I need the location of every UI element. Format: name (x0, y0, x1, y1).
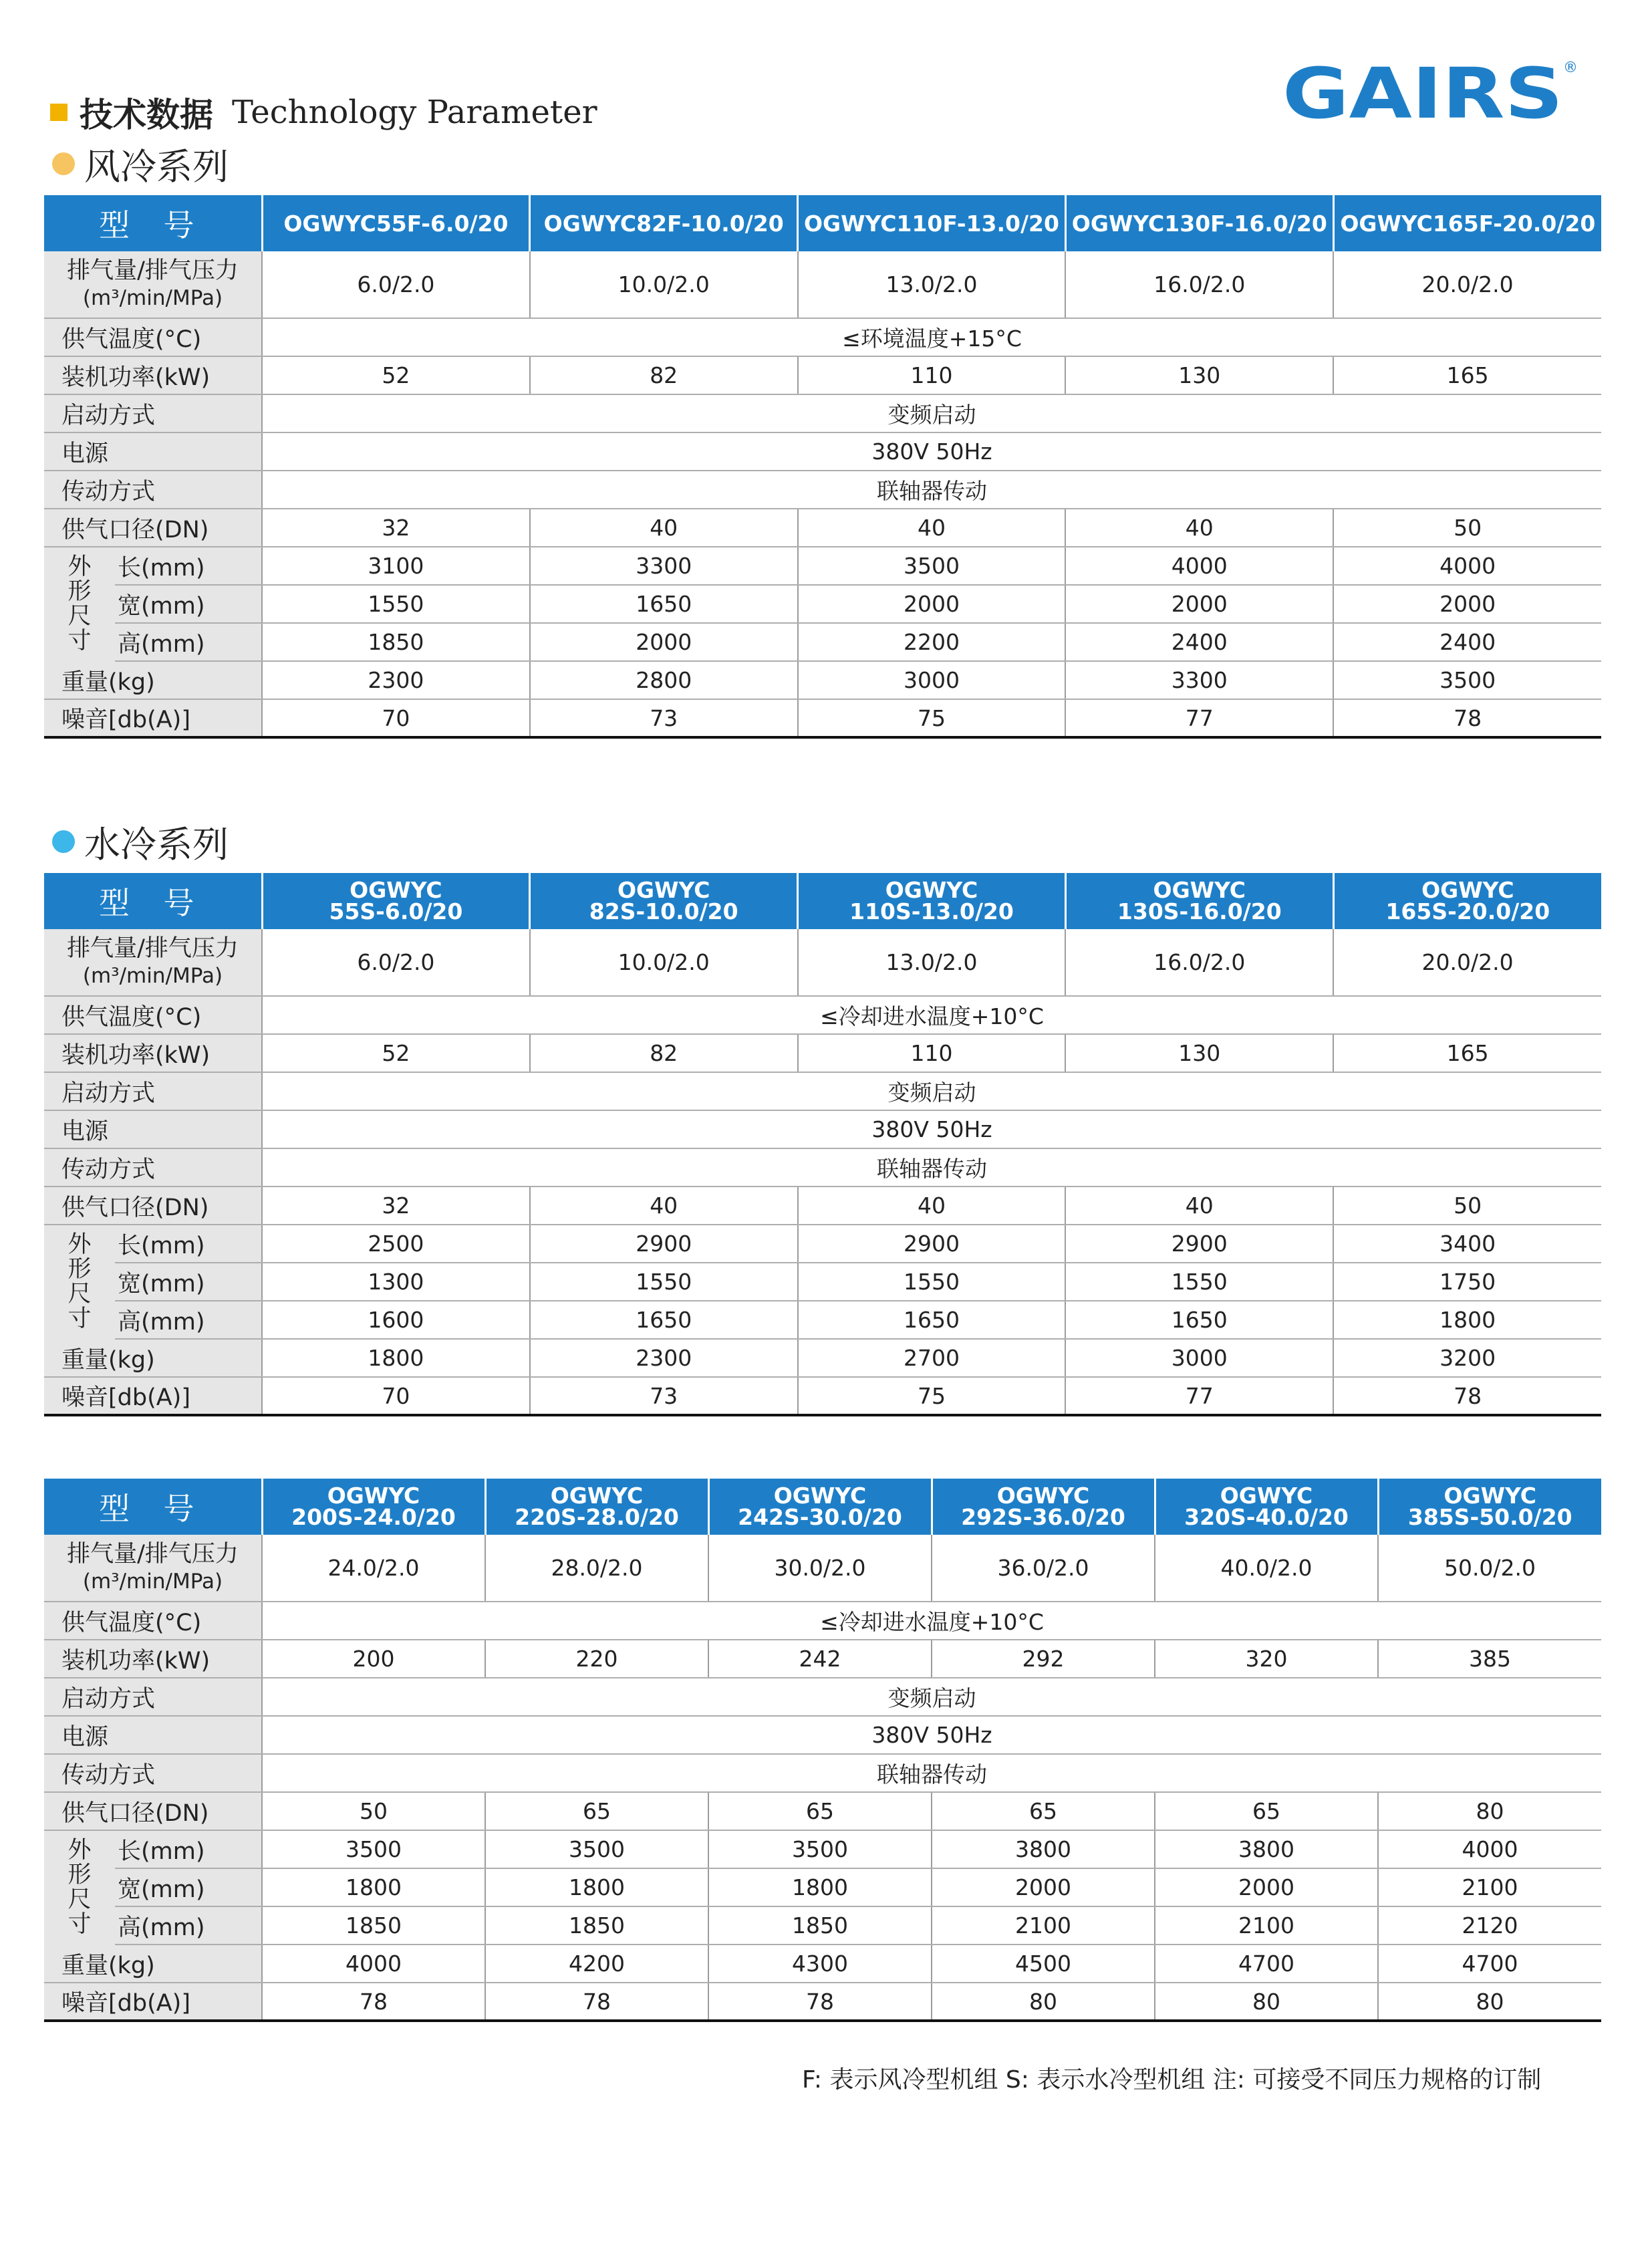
supply-label: 电源 (44, 1110, 262, 1148)
model-name: OGWYC 82S-10.0/20 (530, 873, 798, 929)
table-row (44, 1868, 1601, 1906)
start-label: 启动方式 (44, 1072, 262, 1110)
model-name: OGWYC110F-13.0/20 (798, 195, 1066, 251)
table-cell: 2000 (932, 1868, 1155, 1906)
table-row (44, 471, 1601, 509)
table-cell: 4300 (708, 1945, 932, 1983)
table-cell: 2100 (1155, 1906, 1378, 1945)
header-title-cn: 技术数据 (80, 96, 213, 134)
table-cell: 2400 (1333, 623, 1601, 661)
table-cell: 3500 (262, 1830, 485, 1868)
table-cell: 1300 (262, 1263, 530, 1301)
temp-label: 供气温度(°C) (44, 1602, 262, 1640)
water-cooled-series-title: 水冷系列 (52, 816, 229, 867)
table-cell: 73 (530, 699, 798, 737)
table-cell: 1550 (530, 1263, 798, 1301)
page-header (50, 86, 597, 139)
table-cell: 40 (1065, 509, 1333, 547)
table-cell: 380V 50Hz (262, 432, 1601, 471)
table-cell: 1800 (262, 1339, 530, 1377)
power-label: 装机功率(kW) (44, 1034, 262, 1072)
table-cell: 40 (530, 509, 798, 547)
blue-dot-icon (52, 830, 75, 853)
table-cell: 1650 (530, 1301, 798, 1339)
table-cell: 82 (530, 356, 798, 394)
port-label: 供气口径(DN) (44, 1186, 262, 1225)
table-row (44, 1225, 1601, 1263)
drive-label: 传动方式 (44, 1148, 262, 1186)
table-cell: 242 (708, 1640, 932, 1678)
table-row (44, 547, 1601, 585)
table-cell: 32 (262, 1186, 530, 1225)
table-cell: 3000 (798, 661, 1066, 699)
table-cell: 3500 (708, 1830, 932, 1868)
drive-label: 传动方式 (44, 471, 262, 509)
table-cell: 30.0/2.0 (708, 1535, 932, 1602)
table-cell: 2000 (798, 585, 1066, 623)
table-row (44, 356, 1601, 394)
port-label: 供气口径(DN) (44, 509, 262, 547)
power-label: 装机功率(kW) (44, 1640, 262, 1678)
table-cell: 变频启动 (262, 1072, 1601, 1110)
table-cell: 320 (1155, 1640, 1378, 1678)
table-cell: 70 (262, 699, 530, 737)
model-name: OGWYC 130S-16.0/20 (1065, 873, 1333, 929)
table-row (44, 1377, 1601, 1415)
table-row (44, 1792, 1601, 1830)
supply-label: 电源 (44, 1716, 262, 1754)
table-cell: 3400 (1333, 1225, 1601, 1263)
table-cell: 75 (798, 699, 1066, 737)
table-cell: 82 (530, 1034, 798, 1072)
table-cell: 10.0/2.0 (530, 929, 798, 996)
table-cell: 16.0/2.0 (1065, 251, 1333, 318)
table-cell: 73 (530, 1377, 798, 1415)
table-cell: 40 (798, 1186, 1066, 1225)
table-cell: 40 (798, 509, 1066, 547)
table-cell: 1800 (708, 1868, 932, 1906)
table-cell: 80 (1378, 1792, 1601, 1830)
flow-pressure-label: 排气量/排气压力 (m³/min/MPa) (44, 1535, 262, 1602)
table-cell: 50 (1333, 509, 1601, 547)
table-header-row (44, 195, 1601, 251)
table-cell: 165 (1333, 1034, 1601, 1072)
table-row (44, 661, 1601, 699)
table-cell: 380V 50Hz (262, 1716, 1601, 1754)
length-label: 长(mm) (115, 547, 262, 585)
table-cell: 3500 (1333, 661, 1601, 699)
table-cell: 10.0/2.0 (530, 251, 798, 318)
table-cell: 78 (485, 1983, 708, 2021)
table-cell: 130 (1065, 1034, 1333, 1072)
table-cell: 3500 (485, 1830, 708, 1868)
table-cell: 1850 (708, 1906, 932, 1945)
table-cell: 3300 (530, 547, 798, 585)
table-cell: 40.0/2.0 (1155, 1535, 1378, 1602)
table-row (44, 394, 1601, 432)
table-cell: 2120 (1378, 1906, 1601, 1945)
table-row (44, 1983, 1601, 2021)
svg-text:®: ® (1563, 59, 1578, 76)
table-row (44, 1640, 1601, 1678)
table-row (44, 1716, 1601, 1754)
table-row (44, 318, 1601, 356)
table-cell: 联轴器传动 (262, 471, 1601, 509)
start-label: 启动方式 (44, 1678, 262, 1716)
table-cell: 1850 (485, 1906, 708, 1945)
table-cell: 75 (798, 1377, 1066, 1415)
power-label: 装机功率(kW) (44, 356, 262, 394)
table-cell: 78 (1333, 1377, 1601, 1415)
table-cell: 4700 (1378, 1945, 1601, 1983)
table-cell: 80 (1378, 1983, 1601, 2021)
table-cell: 3100 (262, 547, 530, 585)
footnote: F: 表示风冷型机组 S: 表示水冷型机组 注: 可接受不同压力规格的订制 (802, 2066, 1542, 2094)
table-cell: 1650 (1065, 1301, 1333, 1339)
table-cell: 联轴器传动 (262, 1148, 1601, 1186)
model-name: OGWYC 165S-20.0/20 (1333, 873, 1601, 929)
model-label: 型 号 (44, 873, 262, 929)
table-cell: 2000 (1155, 1868, 1378, 1906)
table-cell: 1850 (262, 1906, 485, 1945)
table-cell: 4000 (1333, 547, 1601, 585)
table-cell: 2400 (1065, 623, 1333, 661)
table-header-row (44, 1479, 1601, 1535)
table-row (44, 1830, 1601, 1868)
model-name: OGWYC 55S-6.0/20 (262, 873, 530, 929)
table-cell: 变频启动 (262, 1678, 1601, 1716)
height-label: 高(mm) (115, 1906, 262, 1945)
table-cell: 4000 (1378, 1830, 1601, 1868)
table-cell: 77 (1065, 699, 1333, 737)
table-cell: 1800 (485, 1868, 708, 1906)
table-cell: 28.0/2.0 (485, 1535, 708, 1602)
table-cell: 78 (708, 1983, 932, 2021)
table-cell: 2300 (530, 1339, 798, 1377)
table-cell: 77 (1065, 1377, 1333, 1415)
model-name: OGWYC 110S-13.0/20 (798, 873, 1066, 929)
table-cell: 50 (262, 1792, 485, 1830)
model-label: 型 号 (44, 195, 262, 251)
table-cell: 2100 (1378, 1868, 1601, 1906)
table-row (44, 1034, 1601, 1072)
dimensions-label: 外 形 尺 寸 (44, 1830, 115, 1945)
table-cell: 80 (932, 1983, 1155, 2021)
table-cell: 80 (1155, 1983, 1378, 2021)
water-cooled-large-spec-table (44, 1479, 1601, 2022)
table-cell: 联轴器传动 (262, 1754, 1601, 1792)
table-cell: 385 (1378, 1640, 1601, 1678)
table-cell: 110 (798, 356, 1066, 394)
table-cell: 110 (798, 1034, 1066, 1072)
table-cell: 6.0/2.0 (262, 251, 530, 318)
flow-pressure-label: 排气量/排气压力 (m³/min/MPa) (44, 929, 262, 996)
table-cell: 2900 (1065, 1225, 1333, 1263)
table-cell: 200 (262, 1640, 485, 1678)
supply-label: 电源 (44, 432, 262, 471)
table-cell: 78 (262, 1983, 485, 2021)
table-cell: 24.0/2.0 (262, 1535, 485, 1602)
table-cell: 40 (1065, 1186, 1333, 1225)
model-name: OGWYC 242S-30.0/20 (708, 1479, 932, 1535)
model-name: OGWYC130F-16.0/20 (1065, 195, 1333, 251)
model-name: OGWYC 320S-40.0/20 (1155, 1479, 1378, 1535)
dimensions-label: 外 形 尺 寸 (44, 1225, 115, 1339)
table-cell: 3200 (1333, 1339, 1601, 1377)
table-cell: 4200 (485, 1945, 708, 1983)
table-cell: 2000 (1333, 585, 1601, 623)
table-cell: 65 (1155, 1792, 1378, 1830)
table-cell: 1800 (1333, 1301, 1601, 1339)
table-cell: 2100 (932, 1906, 1155, 1945)
table-cell: 2800 (530, 661, 798, 699)
table-cell: 1800 (262, 1868, 485, 1906)
temp-label: 供气温度(°C) (44, 318, 262, 356)
water-cooled-spec-table (44, 873, 1601, 1416)
model-name: OGWYC165F-20.0/20 (1333, 195, 1601, 251)
table-cell: 380V 50Hz (262, 1110, 1601, 1148)
table-cell: 70 (262, 1377, 530, 1415)
table-row (44, 699, 1601, 737)
table-cell: ≤环境温度+15°C (262, 318, 1601, 356)
table-row (44, 1186, 1601, 1225)
table-row (44, 1678, 1601, 1716)
table-cell: 3300 (1065, 661, 1333, 699)
table-cell: 2000 (1065, 585, 1333, 623)
noise-label: 噪音[db(A)] (44, 1377, 262, 1415)
start-label: 启动方式 (44, 394, 262, 432)
table-cell: 1750 (1333, 1263, 1601, 1301)
table-cell: 1850 (262, 623, 530, 661)
drive-label: 传动方式 (44, 1754, 262, 1792)
table-cell: 52 (262, 1034, 530, 1072)
table-cell: 16.0/2.0 (1065, 929, 1333, 996)
table-cell: 3000 (1065, 1339, 1333, 1377)
svg-text:GAIRS: GAIRS (1282, 53, 1563, 134)
table-row (44, 1945, 1601, 1983)
table-row (44, 1110, 1601, 1148)
table-cell: 20.0/2.0 (1333, 929, 1601, 996)
yellow-square-icon (50, 104, 67, 121)
weight-label: 重量(kg) (44, 1339, 262, 1377)
table-cell: 2900 (530, 1225, 798, 1263)
table-cell: 2000 (530, 623, 798, 661)
table-cell: 130 (1065, 356, 1333, 394)
table-row (44, 996, 1601, 1034)
table-cell: 4000 (1065, 547, 1333, 585)
table-cell: 4700 (1155, 1945, 1378, 1983)
table-cell: 65 (708, 1792, 932, 1830)
table-cell: 3800 (1155, 1830, 1378, 1868)
width-label: 宽(mm) (115, 1263, 262, 1301)
table-cell: 变频启动 (262, 394, 1601, 432)
header-title-en: Technology Parameter (232, 94, 597, 131)
model-name: OGWYC 200S-24.0/20 (262, 1479, 485, 1535)
noise-label: 噪音[db(A)] (44, 699, 262, 737)
table-cell: 13.0/2.0 (798, 251, 1066, 318)
table-cell: 2900 (798, 1225, 1066, 1263)
table-cell: 52 (262, 356, 530, 394)
table-cell: 13.0/2.0 (798, 929, 1066, 996)
weight-label: 重量(kg) (44, 661, 262, 699)
table-cell: 2500 (262, 1225, 530, 1263)
air-cooled-series-title: 风冷系列 (52, 138, 229, 189)
air-cooled-spec-table (44, 195, 1601, 739)
orange-dot-icon (52, 152, 75, 175)
table-cell: 1600 (262, 1301, 530, 1339)
model-name: OGWYC55F-6.0/20 (262, 195, 530, 251)
dimensions-label: 外 形 尺 寸 (44, 547, 115, 661)
table-row (44, 1602, 1601, 1640)
width-label: 宽(mm) (115, 585, 262, 623)
table-row (44, 585, 1601, 623)
table-cell: ≤冷却进水温度+10°C (262, 1602, 1601, 1640)
table-row (44, 432, 1601, 471)
table-row (44, 1072, 1601, 1110)
table-cell: 2700 (798, 1339, 1066, 1377)
height-label: 高(mm) (115, 623, 262, 661)
length-label: 长(mm) (115, 1225, 262, 1263)
width-label: 宽(mm) (115, 1868, 262, 1906)
table-cell: 220 (485, 1640, 708, 1678)
table-cell: 1650 (530, 585, 798, 623)
table-cell: 65 (485, 1792, 708, 1830)
table-row (44, 623, 1601, 661)
noise-label: 噪音[db(A)] (44, 1983, 262, 2021)
table-cell: 292 (932, 1640, 1155, 1678)
length-label: 长(mm) (115, 1830, 262, 1868)
table-row (44, 1906, 1601, 1945)
table-cell: 32 (262, 509, 530, 547)
model-name: OGWYC82F-10.0/20 (530, 195, 798, 251)
table-cell: 3500 (798, 547, 1066, 585)
table-cell: 36.0/2.0 (932, 1535, 1155, 1602)
table-cell: 4000 (262, 1945, 485, 1983)
model-label: 型 号 (44, 1479, 262, 1535)
model-name: OGWYC 292S-36.0/20 (932, 1479, 1155, 1535)
model-name: OGWYC 385S-50.0/20 (1378, 1479, 1601, 1535)
table-cell: 3800 (932, 1830, 1155, 1868)
table-header-row (44, 873, 1601, 929)
table-cell: 40 (530, 1186, 798, 1225)
table-cell: 1550 (1065, 1263, 1333, 1301)
temp-label: 供气温度(°C) (44, 996, 262, 1034)
table-cell: 1650 (798, 1301, 1066, 1339)
table-cell: 6.0/2.0 (262, 929, 530, 996)
table-row (44, 1535, 1601, 1602)
table-cell: 1550 (262, 585, 530, 623)
height-label: 高(mm) (115, 1301, 262, 1339)
table-cell: 50.0/2.0 (1378, 1535, 1601, 1602)
table-cell: ≤冷却进水温度+10°C (262, 996, 1601, 1034)
port-label: 供气口径(DN) (44, 1792, 262, 1830)
table-cell: 1550 (798, 1263, 1066, 1301)
table-row (44, 1339, 1601, 1377)
table-cell: 165 (1333, 356, 1601, 394)
table-cell: 50 (1333, 1186, 1601, 1225)
weight-label: 重量(kg) (44, 1945, 262, 1983)
table-row (44, 1301, 1601, 1339)
table-row (44, 1148, 1601, 1186)
table-row (44, 509, 1601, 547)
table-cell: 20.0/2.0 (1333, 251, 1601, 318)
gairs-logo (1280, 53, 1578, 134)
table-cell: 78 (1333, 699, 1601, 737)
table-row (44, 251, 1601, 318)
flow-pressure-label: 排气量/排气压力 (m³/min/MPa) (44, 251, 262, 318)
table-cell: 2200 (798, 623, 1066, 661)
table-cell: 65 (932, 1792, 1155, 1830)
model-name: OGWYC 220S-28.0/20 (485, 1479, 708, 1535)
table-row (44, 1754, 1601, 1792)
table-cell: 4500 (932, 1945, 1155, 1983)
table-cell: 2300 (262, 661, 530, 699)
table-row (44, 929, 1601, 996)
table-row (44, 1263, 1601, 1301)
